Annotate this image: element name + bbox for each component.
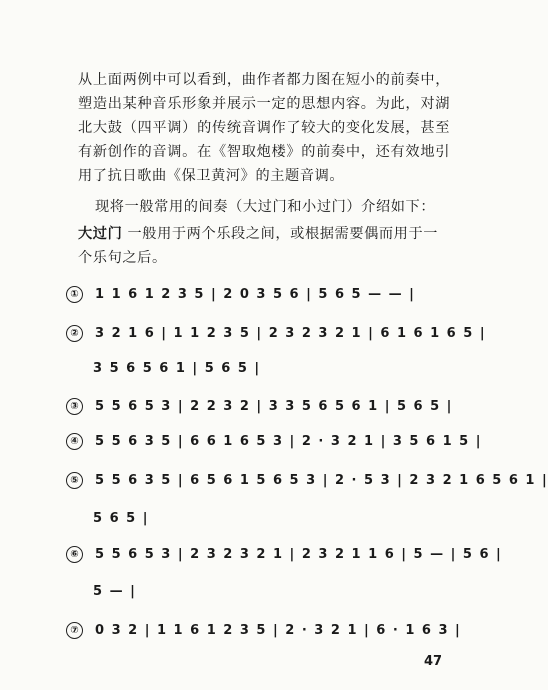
notation-line: 5 5 6 3 5 | 6 6 1 6 5 3 | 2 · 3 2 1 | 3 5 6 1 5 | <box>95 433 482 449</box>
body-paragraph: 从上面两例中可以看到，曲作者都力图在短小的前奏中，塑造出某种音乐形象并展示一定的思想内容。为此，对湖北大鼓（四平调）的传统音调作了较大的变化发展，甚至有新创作的音调。在《智取炮楼》的前奏中，还有效地引用了抗日歌曲《保卫黄河》的主题音调。 <box>78 72 450 184</box>
notation-line: 5 6 5 | <box>93 510 149 526</box>
example-3 <box>66 393 453 419</box>
example-1 <box>66 281 415 307</box>
page-number: 47 <box>424 654 443 669</box>
notation-line: 5 5 6 5 3 | 2 2 3 2 | 3 3 5 6 5 6 1 | 5 6 5 | <box>95 398 453 414</box>
example-2-continued <box>93 355 261 381</box>
example-number: ⑤ <box>66 472 83 489</box>
example-6-continued <box>93 578 136 604</box>
example-5 <box>66 467 548 493</box>
notation-line: 3 5 6 5 6 1 | 5 6 5 | <box>93 360 261 376</box>
example-number: ④ <box>66 433 83 450</box>
notation-line: 5 — | <box>93 583 137 599</box>
example-7 <box>66 617 461 643</box>
example-number: ① <box>66 286 83 303</box>
example-6 <box>66 541 502 567</box>
notation-line: 5 5 6 3 5 | 6 5 6 1 5 6 5 3 | 2 · 5 3 | 2 3 2 1 6 5 6 1 | <box>95 472 548 488</box>
example-5-continued <box>93 505 149 531</box>
notation-line: 0 3 2 | 1 1 6 1 2 3 5 | 2 · 3 2 1 | 6 · 1 6 3 | <box>95 622 462 638</box>
notation-line: 5 5 6 5 3 | 2 3 2 3 2 1 | 2 3 2 1 1 6 | 5 — | 5 6 | <box>95 546 503 562</box>
example-2 <box>66 320 486 346</box>
example-4 <box>66 428 482 454</box>
notation-line: 1 1 6 1 2 3 5 | 2 0 3 5 6 | 5 6 5 — — | <box>95 286 416 302</box>
example-number: ⑦ <box>66 622 83 639</box>
big-interlude-text: 一般用于两个乐段之间，或根据需要偶而用于一个乐句之后。 <box>78 226 439 266</box>
big-interlude-definition <box>78 222 450 270</box>
example-number: ② <box>66 325 83 342</box>
interlude-intro: 现将一般常用的间奏（大过门和小过门）介绍如下： <box>95 199 436 215</box>
big-interlude-term: 大过门 <box>78 226 123 242</box>
notation-line: 3 2 1 6 | 1 1 2 3 5 | 2 3 2 3 2 1 | 6 1 6 1 6 5 | <box>95 325 487 341</box>
example-number: ⑥ <box>66 546 83 563</box>
example-number: ③ <box>66 398 83 415</box>
